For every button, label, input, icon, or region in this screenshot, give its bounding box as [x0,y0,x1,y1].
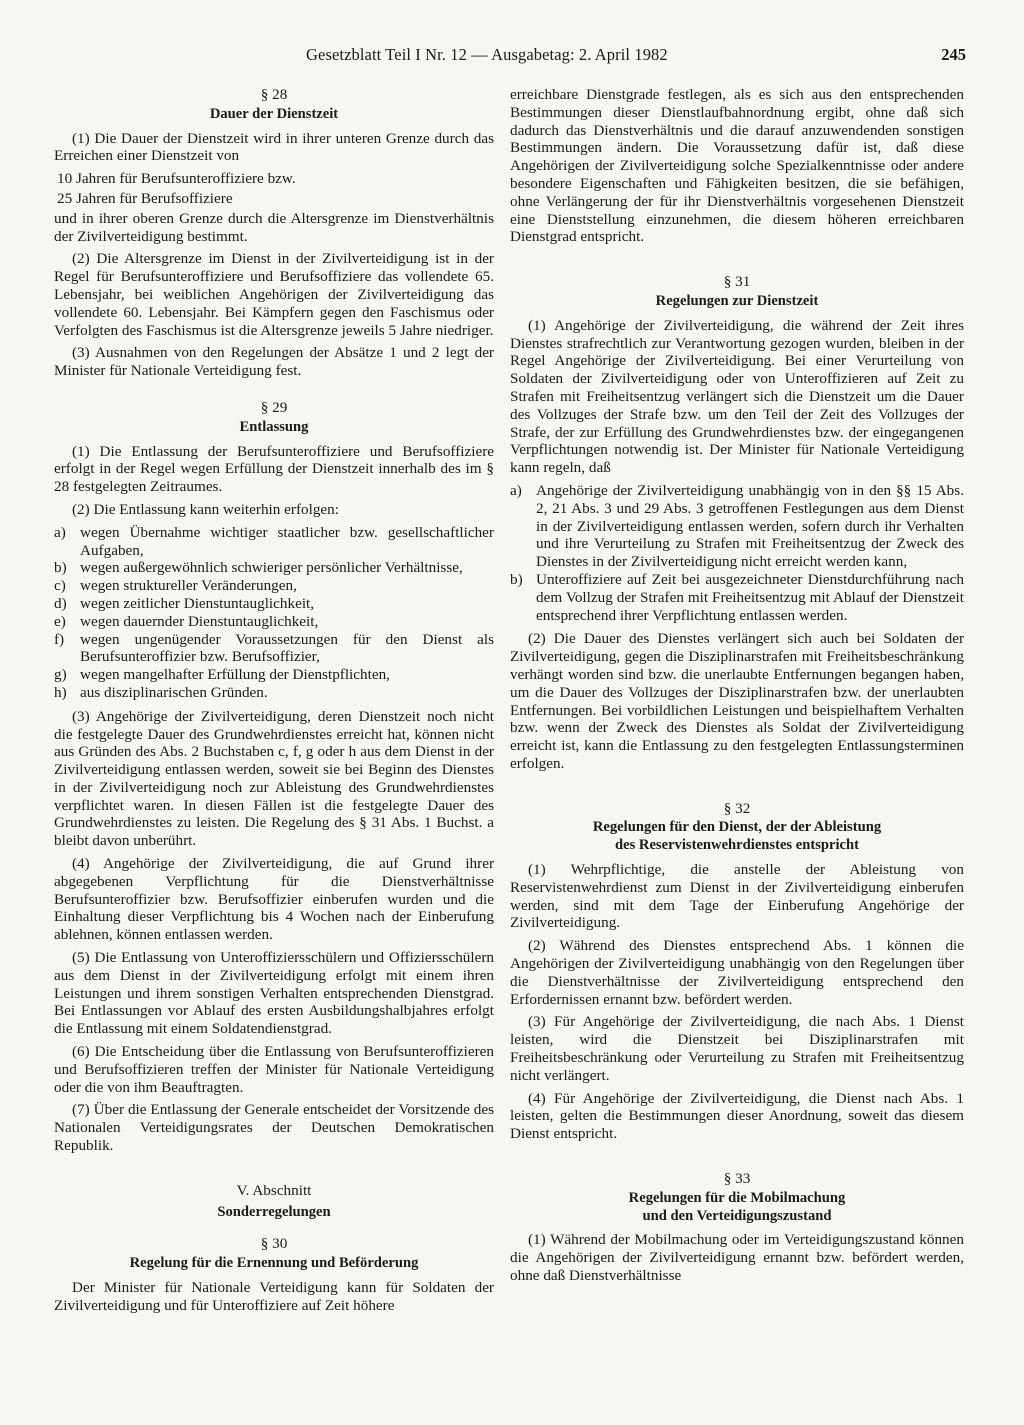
s32-paragraph-2: (2) Während des Dienstes entsprechend Abs. 1 können die Angehörigen der Zivilverteidigung unabhängig von den Regelungen über die Dienstverhältnisse der Zivilverteidigung entsprechend den Erfordernissen ernannt bzw. befördert werden. [510,937,964,1008]
s28-line-1: 10 Jahren für Berufsunteroffiziere bzw. [57,170,296,188]
list-item: g) wegen mangelhafter Erfüllung der Dienstpflichten, [54,666,390,684]
section-29-title: Entlassung [239,418,309,435]
section-31-number: § 31 [723,273,751,291]
section-31-title: Regelungen zur Dienstzeit [655,292,819,309]
section-33-number: § 33 [723,1170,751,1188]
s28-paragraph-1b: und in ihrer oberen Grenze durch die Altersgrenze im Dienstverhältnis der Zivilverteidigung bestimmt. [54,209,494,245]
chapter-title: Sonderregelungen [217,1203,331,1220]
s31-paragraph-1: (1) Angehörige der Zivilverteidigung, die während der Zeit ihres Dienstes strafrechtlich zur Verantwortung gezogen wurden, bleiben in der Regel Angehörige der Zivilverteidigung. Bei einer Verurteilung von Soldaten der Zivilverteidigung oder von Unteroffizieren auf Zeit zu Strafen mit Freiheitsentzug verlängert sich die Dienstzeit um die Dauer des Vollzuges der Strafe bzw. um den Teil der Zeit des Vollzuges der Strafe, der zur Erfüllung des Grundwehrdienstes bzw. der eingegangenen Verpflichtungen notwendig ist. Der Minister für Nationale Verteidigung kann regeln, daß [510,316,964,477]
s32-paragraph-3: (3) Für Angehörige der Zivilverteidigung, die nach Abs. 1 Dienst leisten, wird die Dienstzeit bei Disziplinarstrafen mit Freiheitsbeschränkung oder Verurteilung zu Strafen mit Freiheitsentzug nicht verlängert. [510,1013,964,1084]
running-title: Gesetzblatt Teil I Nr. 12 — Ausgabetag: 2. April 1982 [306,45,668,64]
section-33-title-line-1: Regelungen für die Mobilmachung [628,1189,846,1206]
s33-paragraph-1: (1) Während der Mobilmachung oder im Verteidigungszustand können die Angehörigen der Zivilverteidigung ernannt bzw. befördert werden, ohne daß Dienstverhältnisse [510,1231,964,1285]
section-28-number: § 28 [260,86,288,103]
page-number: 245 [941,45,966,64]
s29-paragraph-1: (1) Die Entlassung der Berufsunteroffiziere und Berufsoffiziere erfolgt in der Regel wegen Erfüllung der Dienstzeit innerhalb des im § 28 festgelegten Zeitraumes. [54,442,494,496]
s29-reason-list [54,524,494,702]
s29-paragraph-5: (5) Die Entlassung von Unteroffiziersschülern und Offiziersschülern aus dem Dienst in der Zivilverteidigung erfolgt mit einem ihren Leistungen und ihrem sonstigen Verhalten entsprechenden Dienstgrad. Bei Entlassungen vor Ablauf des ersten Ausbildungshalbjahres erfolgt die Entlassung mit einem Soldatendienstgrad. [54,949,494,1038]
section-28-title: Dauer der Dienstzeit [209,105,339,122]
s28-line-2: 25 Jahren für Berufsoffiziere [57,189,233,207]
list-item: a) Angehörige der Zivilverteidigung unabhängig von in den §§ 15 Abs. 2, 21 Abs. 3 und 29 Abs. 3 getroffenen Festlegungen aus dem Dienst in der Zivilverteidigung entlassen werden, sofern durch ihr Verhalten und ihre Verurteilung zu Strafen mit Freiheitsentzug der Zweck des Dienstes in der Zivilverteidigung nicht erreicht werden kann, [510,481,964,571]
section-32-number: § 32 [723,799,751,817]
s28-paragraph-3: (3) Ausnahmen von den Regelungen der Absätze 1 und 2 legt der Minister für Nationale Verteidigung fest. [54,344,494,380]
s28-paragraph-2: (2) Die Altersgrenze im Dienst in der Zivilverteidigung ist in der Regel für Berufsunteroffiziere und Berufsoffiziere das vollendete 65. Lebensjahr, bei weiblichen Angehörigen der Zivilverteidigung das vollendete 60. Lebensjahr. Bei Kämpfern gegen den Faschismus oder Verfolgten des Faschismus ist die Altersgrenze jeweils 5 Jahre niedriger. [54,250,494,339]
s29-paragraph-6: (6) Die Entscheidung über die Entlassung von Berufsunteroffizieren und Berufsoffizieren treffen der Minister für Nationale Verteidigung oder die von ihm Beauftragten. [54,1043,494,1096]
list-item: b) wegen außergewöhnlich schwieriger persönlicher Verhältnisse, [54,559,463,577]
list-item: b) Unteroffiziere auf Zeit bei ausgezeichneter Dienstdurchführung nach dem Vollzug der Strafen mit Freiheitsentzug mit Ablauf der Dienstzeit entsprechend ihrer Verpflichtung entlassen werden. [510,570,964,624]
list-item: d) wegen zeitlicher Dienstuntauglichkeit, [54,594,315,612]
s32-paragraph-4: (4) Für Angehörige der Zivilverteidigung, die Dienst nach Abs. 1 leisten, gelten die Bestimmungen dieser Anordnung, soweit das diesem Dienst entspricht. [510,1089,964,1143]
section-32-title-line-1: Regelungen für den Dienst, der der Ableistung [592,819,882,836]
left-column [54,86,494,1320]
s29-paragraph-3: (3) Angehörige der Zivilverteidigung, deren Dienstzeit noch nicht die festgelegte Dauer des Grundwehrdienstes erreicht hat, können nicht aus Gründen des Abs. 2 Buchstaben c, f, g oder h aus dem Dienst in der Zivilverteidigung entlassen werden, soweit sie bei Beginn des Dienstes in der Zivilverteidigung noch zur Ableistung des Grundwehrdienstes verpflichtet waren. In diesen Fällen ist die festgelegte Dauer des Grundwehrdienstes zu leisten. Die Regelung des § 31 Abs. 1 Buchst. a bleibt davon unberührt. [54,707,494,850]
section-30-number: § 30 [260,1235,288,1253]
s31-paragraph-2: (2) Die Dauer des Dienstes verlängert sich auch bei Soldaten der Zivilverteidigung, gegen die Disziplinarstrafen mit Freiheitsbeschränkung verhängt worden sind bzw. die unerlaubte Entfernungen begangen haben, um die Dauer des Vollzuges der Disziplinarstrafen bzw. der unerlaubten Entfernungen. Bei vorbildlichen Leistungen und beispielhaftem Verhalten bzw. wenn der Zweck des Dienstes als Soldat der Zivilverteidigung erreicht ist, kann die Entlassung zu den festgelegten Entlassungsterminen erfolgen. [510,630,964,772]
section-33-title-line-2: und den Verteidigungszustand [642,1207,832,1224]
list-item: h) aus disziplinarischen Gründen. [54,683,268,701]
s30-paragraph-1: Der Minister für Nationale Verteidigung kann für Soldaten der Zivilverteidigung und für Unteroffiziere auf Zeit höhere [54,1279,494,1314]
list-item: c) wegen struktureller Veränderungen, [54,577,297,595]
section-32-title-line-2: des Reservistenwehrdienstes entspricht [614,837,859,854]
s30-continuation: erreichbare Dienstgrade festlegen, als es sich aus den entsprechenden Bestimmungen dieser Dienstlaufbahnordnung ergibt, ohne daß sich dadurch das Dienstverhältnis und die darauf anzuwendenden sonstigen Bestimmungen ändern. Die Voraussetzung dafür ist, daß diese Angehörigen der Zivilverteidigung solche Spezialkenntnisse oder andere besondere Eigenschaften und Fähigkeiten besitzen, die sie befähigen, ohne Verlängerung der für ihr Dienstverhältnis vorgesehenen Dienstzeit eine Dienststellung einzunehmen, die diesem höheren erreichbaren Dienstgrad entspricht. [510,86,964,246]
list-item: f) wegen ungenügender Voraussetzungen für den Dienst als Berufsunteroffizier bzw. Berufsoffizier, [54,630,494,666]
s29-paragraph-4: (4) Angehörige der Zivilverteidigung, die auf Grund ihrer abgegebenen Verpflichtung für die Dienstverhältnisse Berufsunteroffizier bzw. Berufsoffizier einberufen wurden und die Einhaltung dieser Verpflichtung bis 4 Wochen nach der Einberufung ablehnen, können entlassen werden. [54,855,494,944]
s29-paragraph-7: (7) Über die Entlassung der Generale entscheidet der Vorsitzende des Nationalen Verteidigungsrates der Deutschen Demokratischen Republik. [54,1101,494,1155]
section-29-number: § 29 [260,398,288,416]
running-header [306,46,966,68]
list-item: a) wegen Übernahme wichtiger staatlicher bzw. gesellschaftlicher Aufgaben, [54,523,494,559]
s29-paragraph-2: (2) Die Entlassung kann weiterhin erfolgen: [72,500,339,518]
chapter-number: V. Abschnitt [236,1181,312,1199]
s31-list [510,482,964,624]
s32-paragraph-1: (1) Wehrpflichtige, die anstelle der Ableistung von Reservistenwehrdienst zum Dienst in der Zivilverteidigung einberufen werden, sind mit dem Tage der Einberufung Angehörige der Zivilverteidigung. [510,861,964,932]
list-item: e) wegen dauernder Dienstuntauglichkeit, [54,612,319,630]
section-30-title: Regelung für die Ernennung und Beförderung [129,1255,419,1272]
right-column [510,86,964,1290]
s28-paragraph-1: (1) Die Dauer der Dienstzeit wird in ihrer unteren Grenze durch das Erreichen einer Dienstzeit von [54,129,494,165]
